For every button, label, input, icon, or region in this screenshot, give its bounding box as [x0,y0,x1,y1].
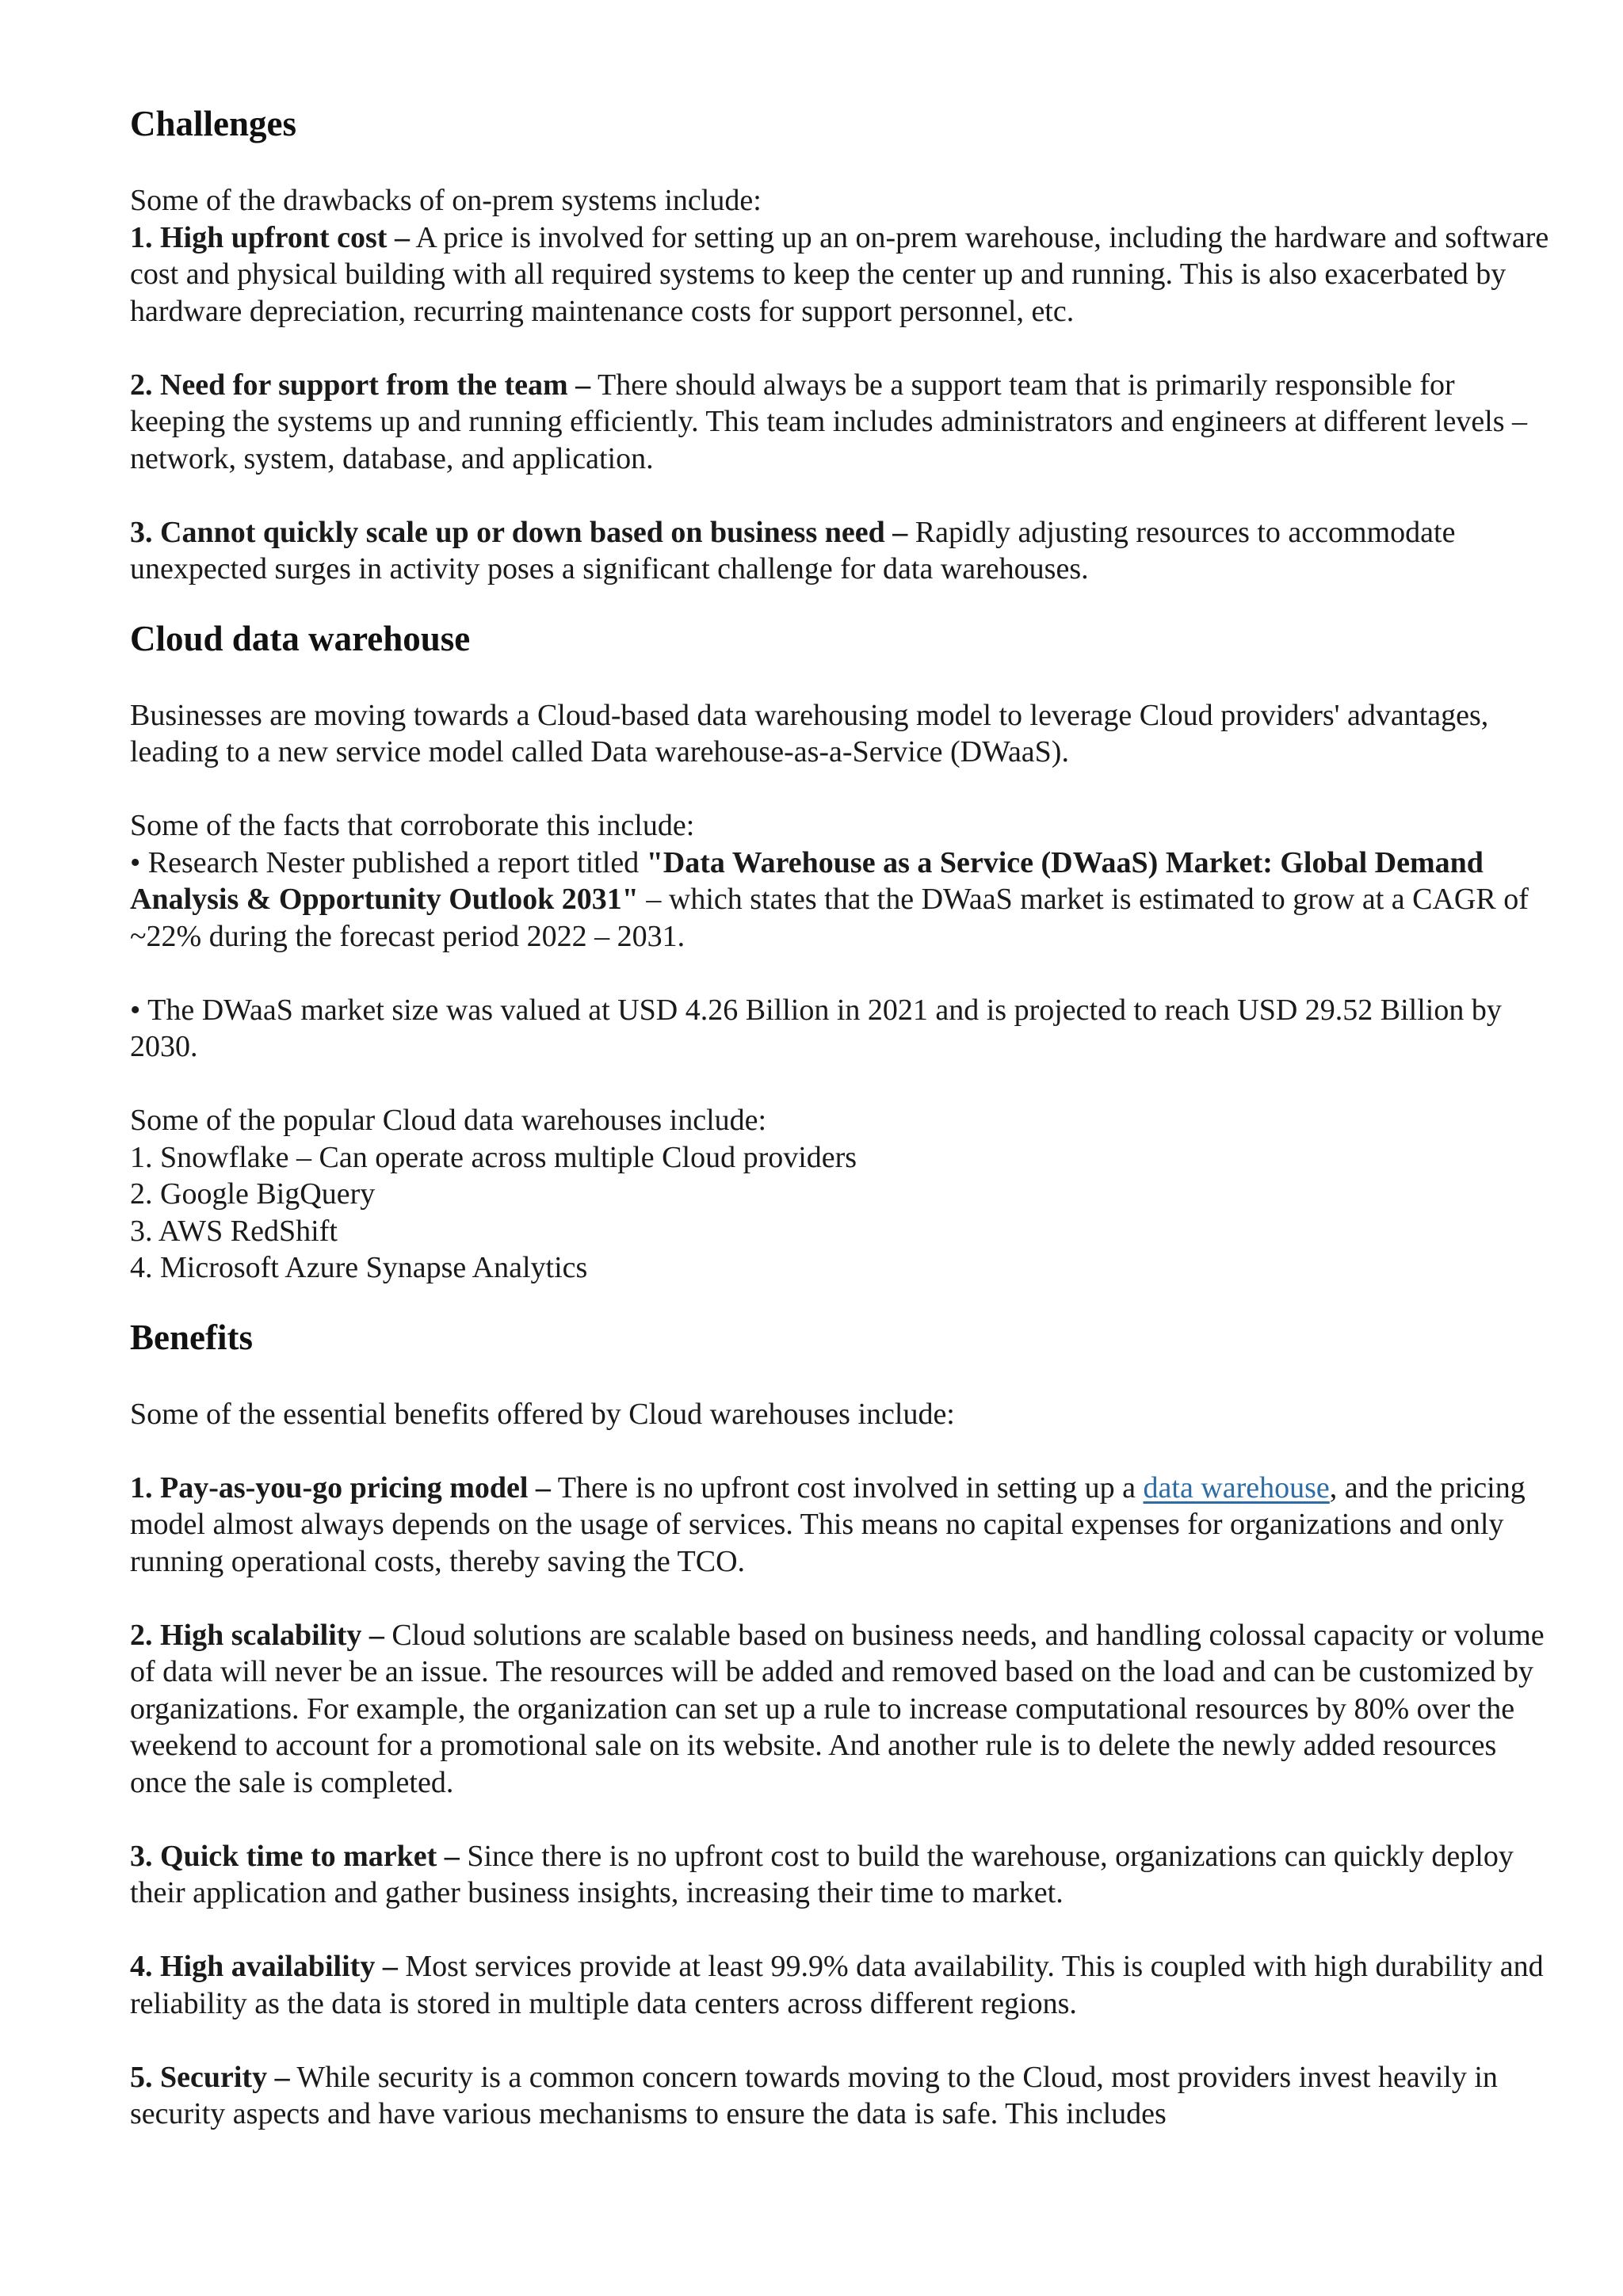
benefit-item-4-text: Most services provide at least 99.9% data availability. This is coupled with high durability and reliability as the data is stored in multiple data centers across different regions. [130,1950,1544,2020]
cloud-fact-1-prefix: • Research Nester published a report titled [130,845,647,879]
benefit-item-1-pre: There is no upfront cost involved in setting up a [550,1470,1144,1505]
challenge-item-2-label: 2. Need for support from the team – [130,368,591,402]
document-page [130,101,1550,2133]
challenges-heading: Challenges [130,104,297,143]
benefit-item-1 [130,1470,1550,1581]
cloud-fact-1-suffix: – which states that the DWaaS market is estimated to grow at a CAGR of ~22% during the forecast period 2022 – 2031. [130,883,1529,953]
benefit-item-2-label: 2. High scalability – [130,1618,384,1652]
benefit-item-2 [130,1617,1550,1802]
challenge-item-3-text: Rapidly adjusting resources to accommodate unexpected surges in activity poses a significant challenge for data warehouses. [130,515,1456,585]
benefit-item-3-label: 3. Quick time to market – [130,1839,460,1873]
benefit-item-3 [130,1838,1550,1912]
benefits-heading: Benefits [130,1317,253,1357]
cloud-fact-1-report-title: "Data Warehouse as a Service (DWaaS) Market: Global Demand Analysis & Opportunity Outlook 2031" [130,845,1484,916]
cloud-fact-2: • The DWaaS market size was valued at USD 4.26 Billion in 2021 and is projected to reach USD 29.52 Billion by 2030. [130,993,1502,1063]
benefit-item-1-post: , and the pricing model almost always depends on the usage of services. This means no capital expenses for organizations and only running operational costs, thereby saving the TCO. [130,1470,1526,1578]
cloud-intro: Businesses are moving towards a Cloud-based data warehousing model to leverage Cloud providers' advantages, leading to a new service model called Data warehouse-as-a-Service (DWaaS). [130,698,1489,769]
benefit-item-4 [130,1948,1550,2022]
challenge-item-3-label: 3. Cannot quickly scale up or down based on business need – [130,515,908,549]
cloud-facts-intro: Some of the facts that corroborate this include: [130,809,695,842]
challenge-item-2 [130,367,1550,478]
cloud-fact-1 [130,845,1550,955]
popular-intro: Some of the popular Cloud data warehouses include: [130,1104,767,1137]
benefit-item-5 [130,2059,1550,2133]
challenge-item-1 [130,219,1550,330]
popular-list-item: 2. Google BigQuery [130,1177,376,1211]
benefit-item-5-label: 5. Security – [130,2060,290,2094]
benefit-item-5-text: While security is a common concern towards moving to the Cloud, most providers invest heavily in security aspects and have various mechanisms to ensure the data is safe. This includes [130,2060,1498,2130]
benefits-intro: Some of the essential benefits offered by Cloud warehouses include: [130,1397,955,1431]
benefit-item-3-text: Since there is no upfront cost to build the warehouse, organizations can quickly deploy their application and gather business insights, increasing their time to market. [130,1839,1514,1909]
benefit-item-2-text: Cloud solutions are scalable based on business needs, and handling colossal capacity or volume of data will never be an issue. The resources will be added and removed based on the load and can be customized by organizations. For example, the organization can set up a rule to increase computational resources by 80% over the weekend to account for a promotional sale on its website. And another rule is to delete the newly added resources once the sale is completed. [130,1618,1545,1799]
popular-list-item: 1. Snowflake – Can operate across multiple Cloud providers [130,1140,857,1174]
benefit-item-1-label: 1. Pay-as-you-go pricing model – [130,1470,551,1505]
challenge-item-3 [130,514,1550,588]
challenge-item-1-text: A price is involved for setting up an on-prem warehouse, including the hardware and software cost and physical building with all required systems to keep the center up and running. This is also exacerbated by hardware depreciation, recurring maintenance costs for support personnel, etc. [130,220,1549,328]
cloud-heading: Cloud data warehouse [130,618,471,658]
data-warehouse-link[interactable]: data warehouse [1143,1470,1330,1505]
challenge-item-2-text: There should always be a support team that is primarily responsible for keeping the systems up and running efficiently. This team includes administrators and engineers at different levels – network, system, database, and application. [130,368,1528,475]
popular-list-item: 4. Microsoft Azure Synapse Analytics [130,1251,588,1284]
benefit-item-4-label: 4. High availability – [130,1950,398,1983]
challenges-intro: Some of the drawbacks of on-prem systems include: [130,184,762,217]
popular-list-item: 3. AWS RedShift [130,1214,338,1248]
challenge-item-1-label: 1. High upfront cost – [130,220,410,254]
